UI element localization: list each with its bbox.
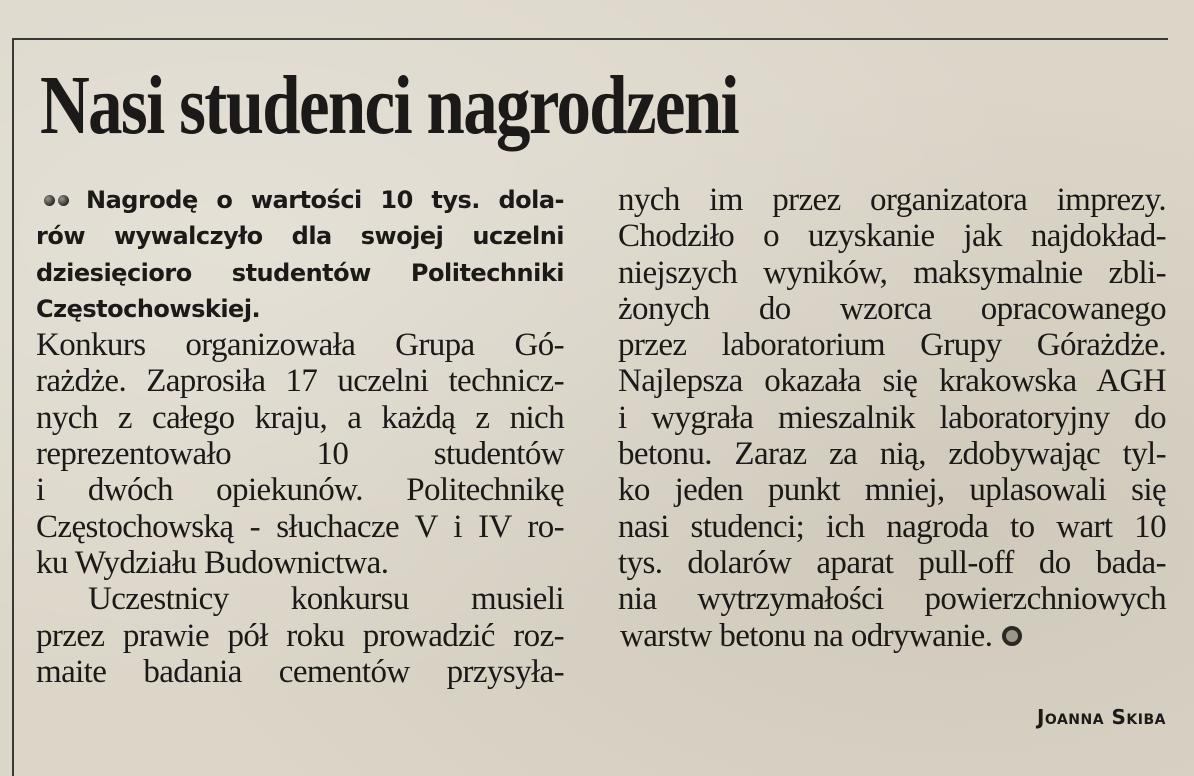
left-rule: [12, 38, 14, 776]
body-line: nasi studenci; ich nagroda to wart 10: [618, 508, 1166, 545]
lead-line: rów wywalczyło dla swojej uczelni: [36, 222, 564, 251]
body-line: rażdże. Zaprosiła 17 uczelni technicz-: [36, 363, 564, 400]
body-line: i wygrała mieszalnik laboratoryjny do: [618, 399, 1166, 436]
body-line: przez laboratorium Grupy Górażdże.: [618, 327, 1166, 364]
right-column: [618, 182, 1166, 654]
body-line-final: warstw betonu na odrywanie.: [618, 618, 1168, 654]
body-line: żonych do wzorca opracowanego: [618, 290, 1166, 327]
body-line: nych im przez organizatora imprezy.: [618, 182, 1166, 218]
top-rule: [12, 38, 1168, 40]
body-line: maite badania cementów przysyła-: [36, 653, 564, 690]
body-text-left: [36, 327, 564, 690]
body-line: betonu. Zaraz za nią, zdobywając tyl-: [618, 436, 1166, 473]
body-line: nia wytrzymałości powierzchniowych: [618, 581, 1166, 618]
body-line: i dwóch opiekunów. Politechnikę: [36, 472, 564, 509]
body-line: nych z całego kraju, a każdą z nich: [36, 399, 564, 436]
ring-end-mark-icon: [1002, 626, 1022, 646]
body-line: ku Wydziału Budownictwa.: [36, 544, 389, 581]
lead-line: Nagrodę o wartości 10 tys. dola-: [36, 182, 564, 218]
headline: Nasi studenci nagrodzeni: [40, 59, 739, 152]
byline: Joanna Skiba: [1036, 705, 1166, 729]
body-line: Częstochowską - słuchacze V i IV ro-: [36, 508, 564, 545]
body-line: przez prawie pół roku prowadzić roz-: [36, 617, 564, 654]
lead-line: dziesięcioro studentów Politechniki: [36, 258, 564, 287]
body-text-right: [618, 182, 1166, 654]
lead-line: Częstochowskiej.: [36, 294, 261, 323]
left-column: [36, 182, 564, 690]
body-line: Chodziło o uzyskanie jak najdokład-: [618, 218, 1166, 255]
body-line: reprezentowało 10 studentów: [36, 436, 564, 473]
body-line: tys. dolarów aparat pull-off do bada-: [618, 544, 1166, 581]
body-line: Konkurs organizowała Grupa Gó-: [36, 327, 564, 364]
lead-paragraph: [36, 182, 564, 327]
body-line: Uczestnicy konkursu musieli: [88, 581, 564, 618]
body-line: niejszych wyników, maksymalnie zbli-: [618, 254, 1166, 291]
body-line: Najlepsza okazała się krakowska AGH: [618, 363, 1166, 400]
body-line: ko jeden punkt mniej, uplasowali się: [618, 472, 1166, 509]
double-dot-bullet-icon: [44, 194, 78, 208]
